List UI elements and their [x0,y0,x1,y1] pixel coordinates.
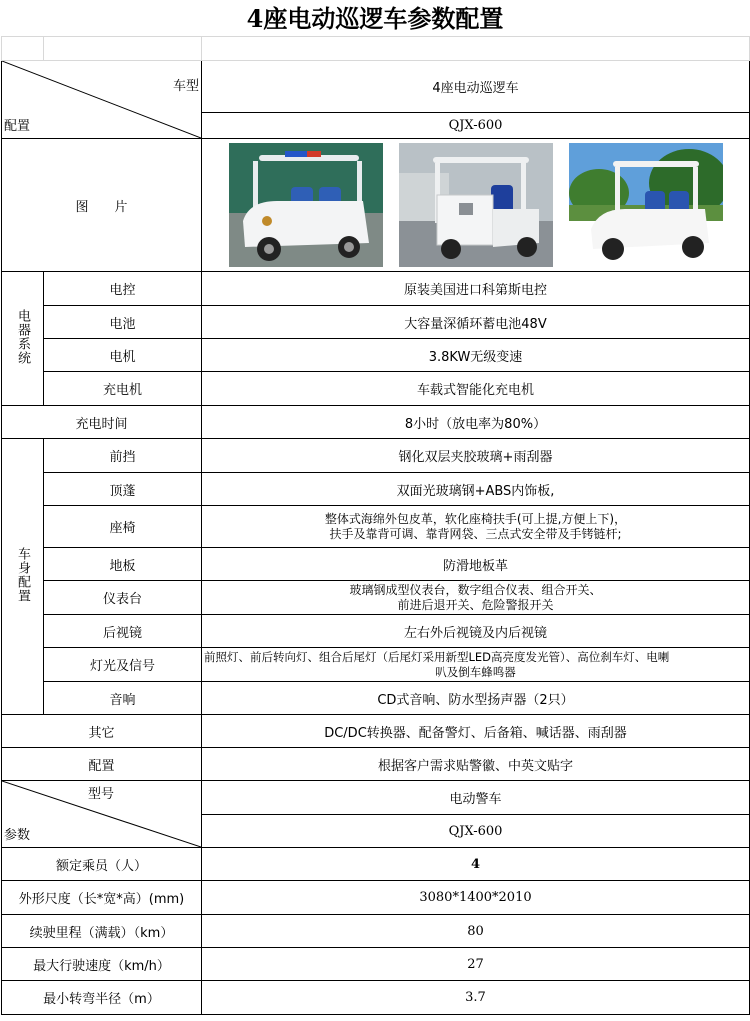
body-row [2,615,750,648]
column-header-label: 车型 [172,79,199,94]
page-title: 4座电动巡逻车参数配置 [246,4,504,33]
spec-value: 80 [202,915,750,948]
column-header-label: 型号 [88,787,115,802]
spec-label: 音响 [44,682,202,715]
header-row-model-2 [2,781,750,815]
diagonal-line [2,61,201,138]
spec-value: 3.7 [202,981,750,1015]
model-name-cell: 4座电动巡逻车 [202,61,750,113]
spec-label: 续驶里程（满载）（km） [2,915,202,948]
spec-row [2,948,750,981]
spec-label: 其它 [2,715,202,748]
spec-row [2,915,750,948]
photo-cell [202,139,750,272]
spec-label: 电机 [44,339,202,372]
spec-value: 双面光玻璃钢+ABS内饰板, [202,473,750,506]
spec-value-line: 前照灯、前后转向灯、组合后尾灯（后尾灯采用新型LED高亮度发光管）、高位刹车灯、电喇 [204,649,670,664]
spec-value: 根据客户需求贴警徽、中英文贴字 [202,748,750,781]
spec-label: 最大行驶速度（km/h） [2,948,202,981]
spec-value: 4 [202,848,750,881]
spec-value: 大容量深循环蓄电池48V [202,306,750,339]
electrical-row [2,306,750,339]
spec-label: 后视镜 [44,615,202,648]
spec-value [202,506,750,548]
spec-value: CD式音响、防水型扬声器（2只） [202,682,750,715]
charge-time-row [2,406,750,439]
spec-label: 电池 [44,306,202,339]
spec-label: 前挡 [44,439,202,473]
spec-value-line: 玻璃钢成型仪表台，数字组合仪表、组合开关、 [349,582,602,597]
model-code-cell: QJX-600 [202,113,750,139]
spec-label: 仪表台 [44,581,202,615]
photo-row-label: 图 片 [2,139,202,272]
spec-row [2,881,750,915]
model-name-cell: 电动警车 [202,781,750,815]
body-row [2,548,750,581]
spec-value: 原装美国进口科第斯电控 [202,272,750,306]
spec-row [2,848,750,881]
vehicle-photo [399,143,553,267]
spec-label: 充电时间 [2,406,202,439]
spec-value: 3.8KW无级变速 [202,339,750,372]
electrical-group-cell [2,272,44,406]
model-code-cell: QJX-600 [202,815,750,848]
body-row [2,439,750,473]
spec-value: DC/DC转换器、配备警灯、后备箱、喊话器、雨刮器 [202,715,750,748]
spec-value: 3080*1400*2010 [202,881,750,915]
body-group-cell [2,439,44,715]
spec-label: 灯光及信号 [44,648,202,682]
body-row [2,648,750,682]
spec-value [202,648,750,682]
electrical-row [2,272,750,306]
spec-label: 充电机 [44,372,202,406]
spec-value-line: 整体式海绵外包皮革，软化座椅扶手(可上提,方便上下)， [324,511,627,526]
spec-value: 防滑地板革 [202,548,750,581]
other-row [2,715,750,748]
spec-value: 8小时（放电率为80%） [202,406,750,439]
body-row [2,506,750,548]
row-header-label: 配置 [4,119,31,134]
diagonal-header-cell [2,781,202,848]
spec-label: 顶蓬 [44,473,202,506]
photo-row [2,139,750,272]
config-row [2,748,750,781]
row-header-label: 参数 [4,828,31,843]
spec-label: 电控 [44,272,202,306]
vehicle-photo [569,143,723,267]
body-row [2,473,750,506]
spec-value-line: 叭及倒车蜂鸣器 [435,664,516,679]
spec-value [202,581,750,615]
spec-label: 额定乘员（人） [2,848,202,881]
electrical-row [2,372,750,406]
body-row [2,682,750,715]
body-group-label: 车身配置 [15,546,30,603]
electrical-row [2,339,750,372]
spec-row [2,981,750,1015]
spec-label: 最小转弯半径（m） [2,981,202,1015]
spec-value: 钢化双层夹胶玻璃+雨刮器 [202,439,750,473]
diagonal-header-cell [2,61,202,139]
spec-label: 地板 [44,548,202,581]
spec-label: 配置 [2,748,202,781]
vehicle-photo [229,143,383,267]
body-row [2,581,750,615]
spec-table [1,36,750,1015]
spec-value: 车载式智能化充电机 [202,372,750,406]
header-row-model [2,61,750,113]
spec-value-line: 前进后退开关、危险警报开关 [397,597,554,612]
spec-value: 27 [202,948,750,981]
electrical-group-label: 电器系统 [15,308,30,365]
spec-value-line: 扶手及靠背可调、靠背网袋、三点式安全带及手铐链杆; [329,526,622,541]
spec-value: 左右外后视镜及内后视镜 [202,615,750,648]
spacer-row [2,37,750,61]
spec-label: 座椅 [44,506,202,548]
spec-label: 外形尺度（长*宽*高）(mm) [2,881,202,915]
